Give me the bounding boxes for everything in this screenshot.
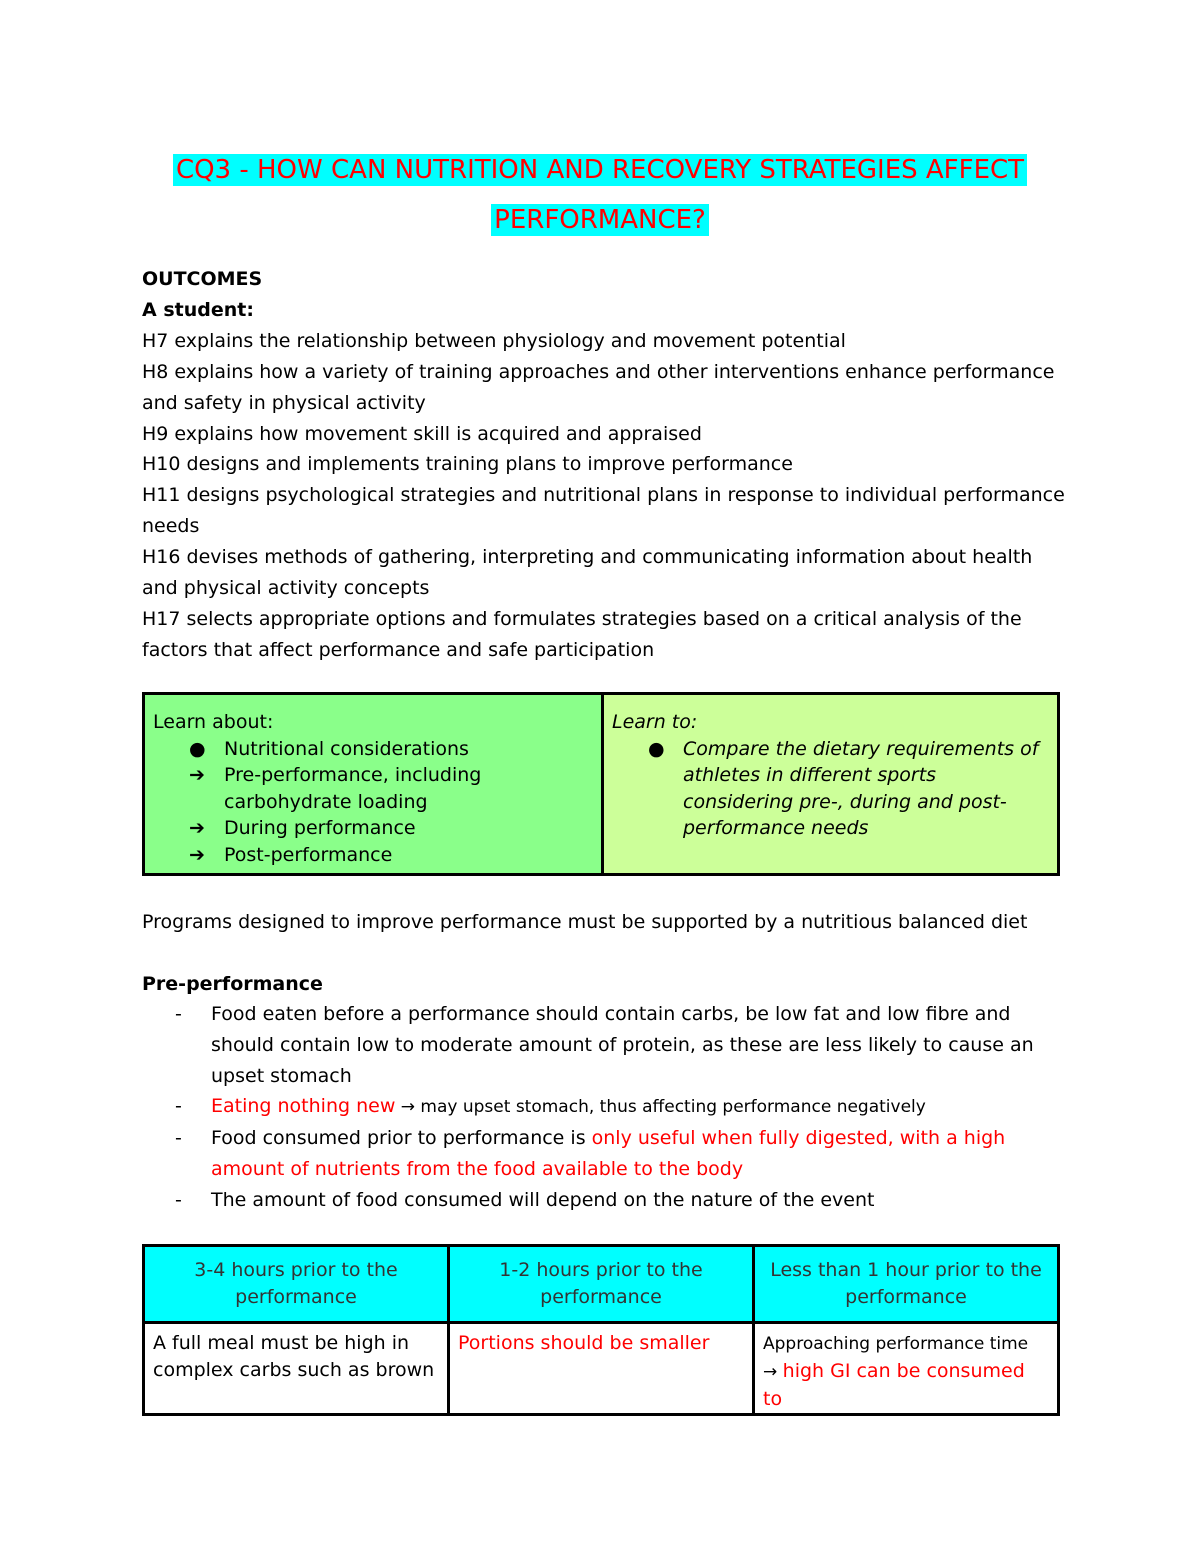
learn-to-cell (604, 695, 1057, 873)
learn-to-list (612, 736, 1049, 842)
page-title (0, 145, 1200, 245)
outcomes-section (142, 264, 1072, 666)
list-item (153, 842, 593, 869)
highlight-text: only useful when fully digested, with a high amount of nutrients from the food available to the body (211, 1127, 1006, 1180)
title-line-1: CQ3 - HOW CAN NUTRITION AND RECOVERY STRATEGIES AFFECT (173, 154, 1027, 186)
outcome-item: H9 explains how movement skill is acquired and appraised (142, 422, 702, 445)
table-row (144, 1323, 1059, 1415)
table-header-cell: 3-4 hours prior to the performance (144, 1246, 449, 1323)
learn-about-label: Learn about: (153, 711, 274, 733)
intro-paragraph: Programs designed to improve performance must be supported by a nutritious balanced diet (142, 911, 1028, 933)
table-cell: Portions should be smaller (449, 1323, 754, 1415)
table-cell (754, 1323, 1059, 1415)
list-item (153, 736, 593, 763)
learn-about-list (153, 736, 593, 869)
table-header-cell: 1-2 hours prior to the performance (449, 1246, 754, 1323)
list-item (142, 999, 1072, 1091)
table-header-row (144, 1246, 1059, 1323)
arrow-icon: ➔ (189, 764, 205, 786)
outcome-item: H8 explains how a variety of training approaches and other interventions enhance performance and safety in physical activity (142, 360, 1055, 414)
list-item (153, 815, 593, 842)
bullet-icon: ● (648, 737, 665, 760)
bullet-icon: ● (189, 737, 206, 760)
list-item (612, 736, 1049, 842)
list-item-text: The amount of food consumed will depend on the nature of the event (211, 1188, 875, 1211)
table-cell: A full meal must be high in complex carbs such as brown (144, 1323, 449, 1415)
list-item (142, 1123, 1072, 1185)
list-item-text: Post-performance (224, 843, 393, 866)
arrow-icon: → (763, 1362, 783, 1382)
list-item-text: During performance (224, 817, 416, 839)
list-item-text: Food consumed prior to performance is (211, 1127, 592, 1150)
cell-text: Approaching performance time (763, 1334, 1029, 1354)
list-item-text: Food eaten before a performance should contain carbs, be low fat and low fibre and should contain low to moderate amount of protein, as these are less likely to cause an upset stomach (211, 1003, 1034, 1087)
outcome-item: H10 designs and implements training plans to improve performance (142, 453, 793, 476)
learn-to-label: Learn to: (612, 711, 698, 733)
list-item-text: Nutritional considerations (224, 737, 469, 760)
title-line-2: PERFORMANCE? (491, 204, 709, 236)
table-header-cell: Less than 1 hour prior to the performance (754, 1246, 1059, 1323)
arrow-icon: ➔ (189, 817, 205, 839)
dash-marker: - (175, 1095, 182, 1118)
outcomes-heading: OUTCOMES (142, 268, 263, 290)
list-item (142, 1091, 1072, 1123)
list-item-text: Compare the dietary requirements of athletes in different sports considering pre-, during and post-performance needs (683, 737, 1039, 839)
arrow-icon: ➔ (189, 843, 205, 866)
outcome-item: H11 designs psychological strategies and nutritional plans in response to individual performance needs (142, 484, 1065, 538)
pre-performance-list (142, 999, 1072, 1216)
dash-marker: - (175, 1127, 182, 1150)
outcome-item: H16 devises methods of gathering, interpreting and communicating information about health and physical activity concepts (142, 546, 1033, 600)
list-item (142, 1185, 1072, 1216)
outcome-item: H7 explains the relationship between physiology and movement potential (142, 329, 846, 352)
highlight-text: high GI can be consumed to (763, 1360, 1025, 1410)
timing-table (142, 1244, 1060, 1416)
dash-marker: - (175, 1188, 182, 1211)
list-item-text: Pre-performance, including carbohydrate loading (224, 764, 482, 813)
dash-marker: - (175, 1003, 182, 1025)
pre-performance-heading: Pre-performance (142, 973, 323, 995)
list-item (153, 762, 593, 815)
list-item-text: → may upset stomach, thus affecting performance negatively (395, 1097, 926, 1118)
outcomes-subheading: A student: (142, 298, 254, 321)
learn-table (142, 692, 1060, 876)
highlight-text: Eating nothing new (211, 1095, 396, 1118)
learn-about-cell (145, 695, 604, 873)
outcome-item: H17 selects appropriate options and formulates strategies based on a critical analysis of the factors that affect performance and safe participation (142, 607, 1022, 661)
